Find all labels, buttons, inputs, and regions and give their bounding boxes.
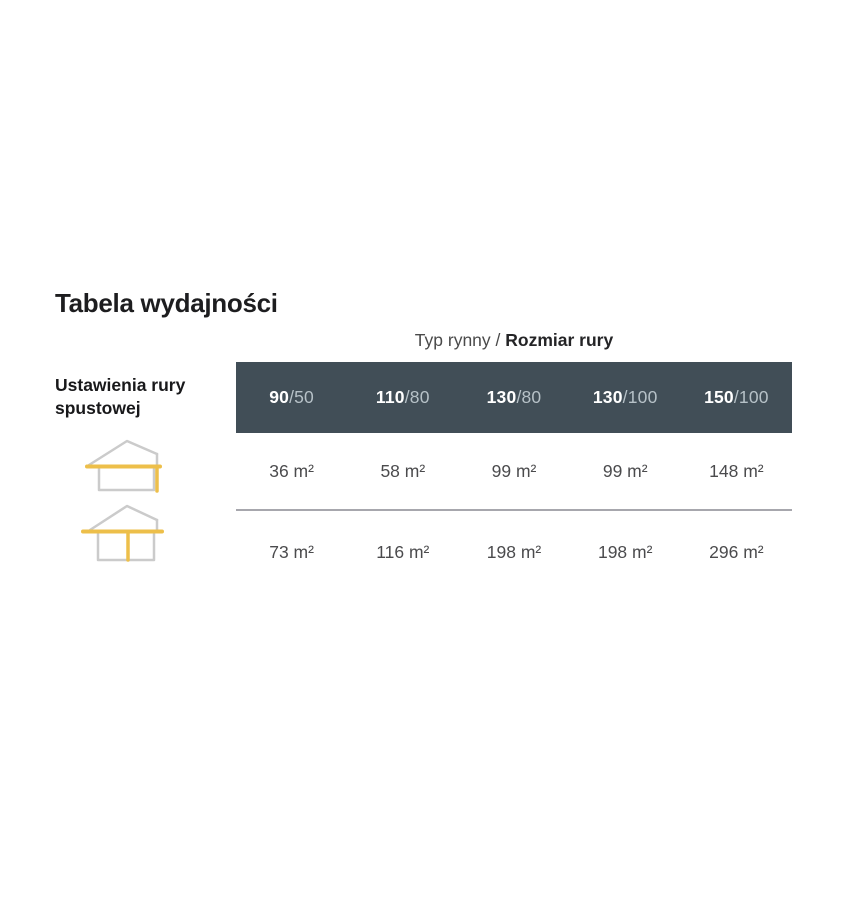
table-caption bbox=[236, 330, 792, 351]
column-header: 130/100 bbox=[592, 387, 658, 407]
table-row bbox=[236, 433, 792, 509]
capacity-value: 36 m² bbox=[269, 460, 314, 481]
capacity-value: 198 m² bbox=[486, 541, 542, 562]
capacity-value: 58 m² bbox=[380, 460, 426, 481]
column-header: 90/50 bbox=[269, 387, 314, 407]
capacity-value: 148 m² bbox=[709, 460, 764, 481]
column-header: 130/80 bbox=[486, 387, 542, 407]
caption-pipe-size: Rozmiar rury bbox=[505, 330, 614, 350]
capacity-value: 296 m² bbox=[709, 541, 764, 562]
column-header: 110/80 bbox=[375, 387, 430, 407]
house-center-downpipe-icon bbox=[81, 504, 165, 571]
capacity-value: 116 m² bbox=[376, 541, 430, 562]
caption-gutter-type: Typ rynny / bbox=[414, 330, 506, 350]
capacity-value: 73 m² bbox=[269, 541, 314, 562]
table-header-row bbox=[236, 362, 792, 433]
capacity-value: 99 m² bbox=[491, 460, 537, 481]
capacity-value: 198 m² bbox=[597, 541, 653, 562]
table-row bbox=[236, 511, 792, 593]
row-axis-label: Ustawienia rury spustowej bbox=[55, 375, 186, 418]
page-title: Tabela wydajności bbox=[55, 288, 278, 318]
capacity-value: 99 m² bbox=[602, 460, 648, 481]
house-end-downpipe-icon bbox=[85, 438, 163, 499]
capacity-table bbox=[236, 362, 792, 593]
column-header: 150/100 bbox=[704, 387, 769, 407]
